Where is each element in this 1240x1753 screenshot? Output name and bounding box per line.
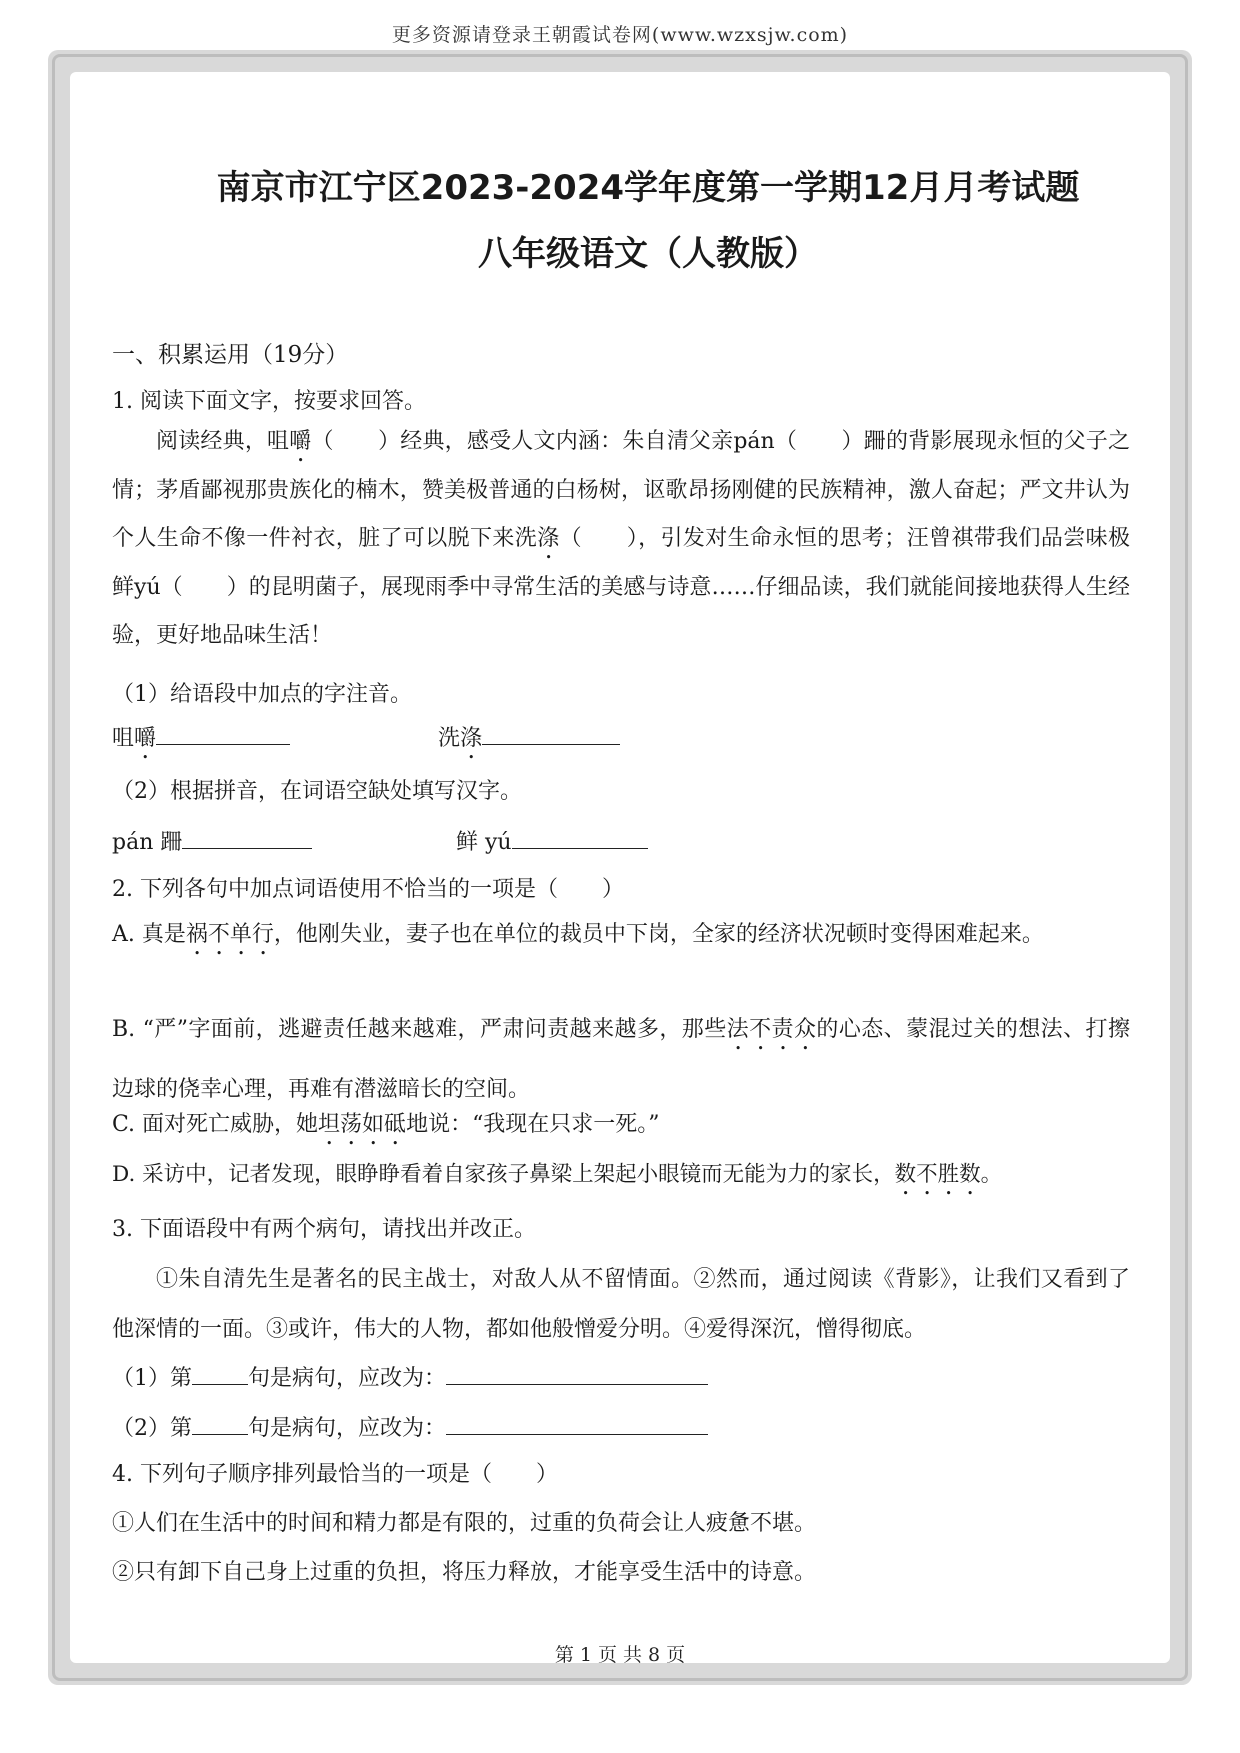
question-1-passage xyxy=(112,418,1130,660)
question-3-sub-1 xyxy=(112,1362,708,1394)
option-text: 的心态、蒙混过关的想法、打擦边球的侥幸心理，再难有潜滋暗长的空间。 xyxy=(112,1017,1130,1102)
answer-blank[interactable] xyxy=(192,1412,248,1435)
question-2-option-d xyxy=(112,1160,1002,1200)
answer-blank[interactable] xyxy=(446,1362,708,1385)
dotted-phrase: 法不责众 xyxy=(726,1017,817,1042)
dotted-char: 嚼 xyxy=(289,429,312,454)
pinyin-row-1 xyxy=(112,722,290,764)
answer-blank[interactable] xyxy=(192,1362,248,1385)
prompt-text: 句是病句，应改为： xyxy=(248,1416,447,1441)
hanzi-row-1 xyxy=(112,826,312,858)
question-2-option-b xyxy=(112,1000,1130,1120)
answer-blank[interactable] xyxy=(182,826,312,849)
word-text: 洗 xyxy=(438,726,461,751)
dotted-phrase: 数不胜数 xyxy=(894,1162,981,1187)
exam-title: 南京市江宁区2023-2024学年度第一学期12月月考试题 xyxy=(216,168,1080,208)
header-banner: 更多资源请登录王朝霞试卷网(www.wzxsjw.com) xyxy=(391,24,849,46)
passage-text: 阅读经典，咀 xyxy=(156,429,290,454)
question-4-sentence-1: ①人们在生活中的时间和精力都是有限的，过重的负荷会让人疲惫不堪。 xyxy=(112,1511,817,1536)
answer-blank[interactable] xyxy=(482,722,620,745)
word-text: pán 跚 xyxy=(112,830,183,855)
answer-blank[interactable] xyxy=(446,1412,708,1435)
option-text: B. “严”字面前，逃避责任越来越难，严肃问责越来越多，那些 xyxy=(112,1017,727,1042)
prompt-text: （2）第 xyxy=(112,1416,192,1441)
option-text: 。 xyxy=(980,1162,1003,1187)
answer-blank[interactable] xyxy=(156,722,290,745)
question-2-stem: 2. 下列各句中加点词语使用不恰当的一项是（ ） xyxy=(112,877,624,902)
word-text: 鲜 yú xyxy=(456,830,512,855)
prompt-text: （1）第 xyxy=(112,1366,192,1391)
prompt-text: 句是病句，应改为： xyxy=(248,1366,447,1391)
section-heading: 一、积累运用（19分） xyxy=(112,342,349,368)
dotted-phrase: 坦荡如砥 xyxy=(318,1112,407,1137)
page-number: 第 1 页 共 8 页 xyxy=(554,1644,686,1666)
question-1-sub-2: （2）根据拼音，在词语空缺处填写汉字。 xyxy=(112,779,522,804)
question-4-stem: 4. 下列句子顺序排列最恰当的一项是（ ） xyxy=(112,1462,558,1487)
pinyin-row-2 xyxy=(438,722,620,764)
option-text: D. 采访中，记者发现，眼睁睁看着自家孩子鼻梁上架起小眼镜而无能为力的家长， xyxy=(112,1162,895,1187)
hanzi-row-2 xyxy=(456,826,648,858)
passage-text: （ ）经典，感受人文内涵：朱自清父亲pán（ ）跚的背影展现永恒的父子之情；茅盾鄙视那贵族化的楠木，赞美极普通的白杨树，讴歌昂扬刚健的民族精神，激人奋起；严文井认为个人生命不像一件衬衣，脏了可以脱下来洗 xyxy=(112,429,1130,551)
question-2-option-a xyxy=(112,905,1130,965)
option-text: ，他刚失业，妻子也在单位的裁员中下岗，全家的经济状况顿时变得困难起来。 xyxy=(273,922,1044,947)
option-text: C. 面对死亡威胁，她 xyxy=(112,1112,319,1137)
question-1-stem: 1. 阅读下面文字，按要求回答。 xyxy=(112,389,426,414)
word-text: 咀 xyxy=(112,726,135,751)
question-2-option-c xyxy=(112,1110,660,1150)
dotted-phrase: 祸不单行 xyxy=(185,922,274,947)
dotted-char: 涤 xyxy=(460,726,483,751)
dotted-char: 涤 xyxy=(537,526,560,551)
dotted-char: 嚼 xyxy=(134,726,157,751)
passage-text: （ ），引发对生命永恒的思考；汪曾祺带我们品尝味极鲜yú（ ）的昆明菌子，展现雨季中寻常生活的美感与诗意……仔细品读，我们就能间接地获得人生经验，更好地品味生活！ xyxy=(112,526,1130,648)
question-1-sub-1: （1）给语段中加点的字注音。 xyxy=(112,682,412,707)
option-text: 地说：“我现在只求一死。” xyxy=(406,1112,660,1137)
exam-subtitle: 八年级语文（人教版） xyxy=(478,234,818,274)
question-3-passage: ①朱自清先生是著名的民主战士，对敌人从不留情面。②然而，通过阅读《背影》，让我们又看到了他深情的一面。③或许，伟大的人物，都如他般憎爱分明。④爱得深沉，憎得彻底。 xyxy=(112,1267,1130,1342)
question-4-sentence-2: ②只有卸下自己身上过重的负担，将压力释放，才能享受生活中的诗意。 xyxy=(112,1560,817,1585)
question-3-sub-2 xyxy=(112,1412,708,1444)
answer-blank[interactable] xyxy=(512,826,648,849)
question-3-stem: 3. 下面语段中有两个病句，请找出并改正。 xyxy=(112,1217,536,1242)
option-text: A. 真是 xyxy=(112,922,186,947)
